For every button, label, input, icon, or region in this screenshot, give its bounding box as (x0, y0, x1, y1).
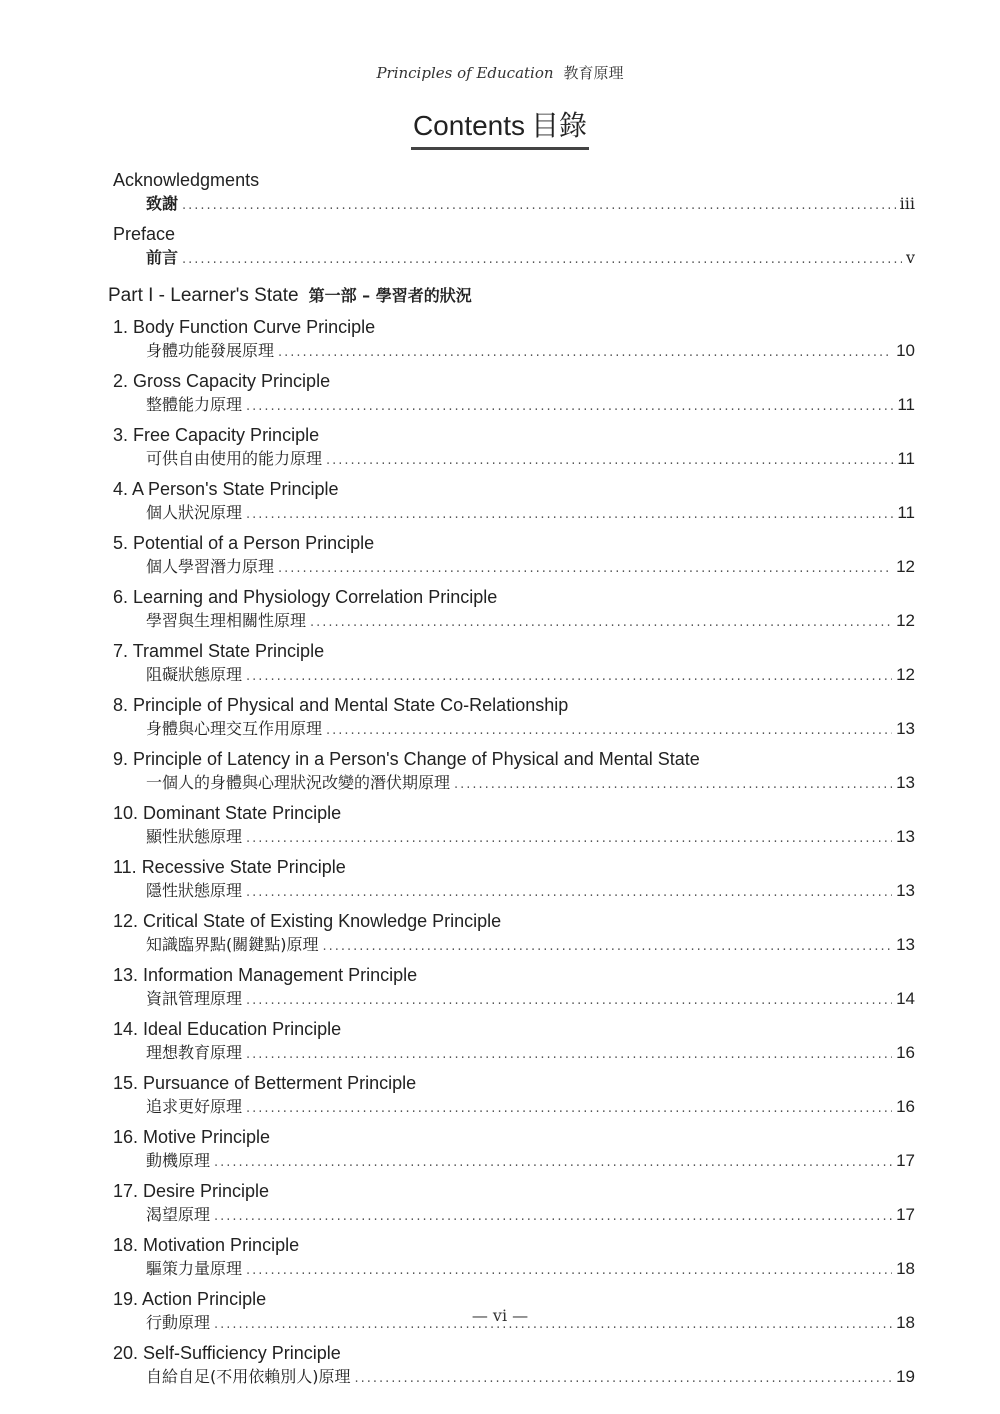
toc-entry-title-zh: 致謝 (146, 194, 179, 213)
part-title-zh: 第一部 – 學習者的狀況 (308, 286, 472, 305)
toc-page-number: 18 (896, 1313, 915, 1332)
part1-entry-list (113, 315, 915, 1390)
toc-page-number: 12 (896, 665, 915, 684)
toc-page-number: 13 (896, 935, 915, 954)
dot-leader (246, 881, 892, 904)
toc-entry-title-zh: 顯性狀態原理 (146, 827, 243, 846)
toc-entry-title-en: 13. Information Management Principle (113, 965, 418, 985)
toc-page-number: 12 (896, 611, 915, 630)
toc-entry-line (113, 501, 915, 526)
toc-entry[interactable] (113, 1341, 915, 1390)
dot-leader (214, 1205, 892, 1228)
toc-entry-title-zh: 隱性狀態原理 (146, 881, 243, 900)
toc-entry[interactable] (113, 1125, 915, 1174)
toc-page-number: iii (899, 194, 915, 213)
toc-entry-line (113, 987, 915, 1012)
toc-page-number: 16 (896, 1043, 915, 1062)
toc-page-number: 13 (896, 773, 915, 792)
toc-entry-title-zh: 驅策力量原理 (146, 1259, 243, 1278)
dot-leader (246, 827, 892, 850)
toc-entry-title-en: 17. Desire Principle (113, 1181, 270, 1201)
toc-entry-line (113, 1365, 915, 1390)
toc-entry-title-zh: 前言 (146, 248, 179, 267)
toc-entry-acknowledgments[interactable] (113, 168, 915, 217)
page-number: — vi — (471, 1306, 529, 1325)
contents-title-zh: 目錄 (531, 109, 588, 142)
toc-page-number: v (905, 248, 915, 267)
toc-page-number: 11 (897, 449, 915, 468)
toc-entry-title-zh: 自給自足(不用依賴別人)原理 (146, 1367, 351, 1386)
part-title-en: Part I - Learner's State (108, 285, 299, 306)
dot-leader (246, 503, 893, 526)
part-heading (108, 283, 915, 309)
contents-title (411, 104, 589, 150)
dot-leader (246, 665, 892, 688)
toc-entry-line (113, 1095, 915, 1120)
toc-entry-line (113, 1257, 915, 1282)
toc-entry-line (113, 393, 915, 418)
toc-entry-title-en: Acknowledgments (113, 170, 260, 190)
toc-entry-title-zh: 理想教育原理 (146, 1043, 243, 1062)
toc-entry-title-zh: 學習與生理相關性原理 (146, 611, 307, 630)
toc-entry[interactable] (113, 585, 915, 634)
table-of-contents (108, 168, 915, 1395)
toc-entry[interactable] (113, 1179, 915, 1228)
toc-entry-title-zh: 知識臨界點(關鍵點)原理 (146, 935, 319, 954)
dot-leader (355, 1367, 893, 1390)
toc-entry-title-zh: 可供自由使用的能力原理 (146, 449, 323, 468)
toc-entry-title-en: 16. Motive Principle (113, 1127, 271, 1147)
toc-entry-title-en: 18. Motivation Principle (113, 1235, 300, 1255)
toc-entry-line (113, 825, 915, 850)
toc-entry-preface[interactable] (113, 222, 915, 271)
toc-entry-title-en: 5. Potential of a Person Principle (113, 533, 375, 553)
dot-leader (246, 1043, 892, 1066)
dot-leader (278, 341, 892, 364)
toc-entry-line (113, 609, 915, 634)
toc-entry-title-zh: 身體功能發展原理 (146, 341, 275, 360)
toc-entry-title-zh: 追求更好原理 (146, 1097, 243, 1116)
toc-entry-line (113, 663, 915, 688)
running-header-title-zh: 教育原理 (563, 64, 624, 82)
toc-entry-line (113, 771, 915, 796)
toc-entry[interactable] (113, 369, 915, 418)
toc-entry-title-zh: 個人狀況原理 (146, 503, 243, 522)
toc-page-number: 17 (896, 1151, 915, 1170)
toc-entry-title-zh: 整體能力原理 (146, 395, 243, 414)
toc-entry-title-zh: 渴望原理 (146, 1205, 211, 1224)
running-header-title-en: Principles of Education (376, 64, 554, 82)
dot-leader (326, 719, 892, 742)
toc-entry-title-en: 7. Trammel State Principle (113, 641, 325, 661)
toc-page-number: 13 (896, 881, 915, 900)
toc-entry-line (113, 339, 915, 364)
dot-leader (454, 773, 892, 796)
toc-entry[interactable] (113, 801, 915, 850)
toc-entry-title-zh: 個人學習潛力原理 (146, 557, 275, 576)
toc-page-number: 10 (896, 341, 915, 360)
toc-entry[interactable] (113, 1071, 915, 1120)
toc-entry[interactable] (113, 693, 915, 742)
toc-entry-title-en: 4. A Person's State Principle (113, 479, 339, 499)
toc-entry-title-zh: 身體與心理交互作用原理 (146, 719, 323, 738)
contents-title-en: Contents (412, 110, 526, 141)
toc-entry[interactable] (113, 531, 915, 580)
dot-leader (246, 1259, 892, 1282)
toc-entry-title-zh: 行動原理 (146, 1313, 211, 1332)
toc-entry-title-en: 8. Principle of Physical and Mental State Co-Relationship (113, 695, 569, 715)
dot-leader (246, 395, 893, 418)
toc-page-number: 17 (896, 1205, 915, 1224)
toc-entry-title-en: 19. Action Principle (113, 1289, 267, 1309)
toc-entry-title-en: Preface (113, 224, 176, 244)
toc-entry-title-en: 15. Pursuance of Betterment Principle (113, 1073, 417, 1093)
toc-entry[interactable] (113, 639, 915, 688)
toc-page-number: 18 (896, 1259, 915, 1278)
toc-entry-line (113, 879, 915, 904)
dot-leader (182, 248, 902, 271)
toc-entry-line (113, 192, 915, 217)
toc-entry[interactable] (113, 747, 915, 796)
toc-entry-line (113, 555, 915, 580)
contents-title-wrap (0, 104, 1000, 150)
toc-entry[interactable] (113, 477, 915, 526)
toc-entry-title-en: 3. Free Capacity Principle (113, 425, 320, 445)
dot-leader (278, 557, 892, 580)
toc-entry-line (113, 447, 915, 472)
toc-page-number: 13 (896, 827, 915, 846)
dot-leader (246, 1097, 892, 1120)
toc-page-number: 14 (896, 989, 915, 1008)
toc-entry-title-en: 1. Body Function Curve Principle (113, 317, 376, 337)
toc-entry-line (113, 1203, 915, 1228)
toc-page-number: 12 (896, 557, 915, 576)
dot-leader (310, 611, 892, 634)
toc-entry-line (113, 933, 915, 958)
toc-entry-title-zh: 動機原理 (146, 1151, 211, 1170)
toc-page-number: 13 (896, 719, 915, 738)
toc-page-number: 16 (896, 1097, 915, 1116)
toc-page-number: 11 (897, 395, 915, 414)
toc-entry[interactable] (113, 1233, 915, 1282)
dot-leader (326, 449, 893, 472)
toc-entry-title-en: 20. Self-Sufficiency Principle (113, 1343, 341, 1363)
toc-entry-title-en: 9. Principle of Latency in a Person's Change of Physical and Mental State (113, 749, 700, 769)
toc-entry-title-en: 14. Ideal Education Principle (113, 1019, 342, 1039)
dot-leader (214, 1151, 892, 1174)
toc-entry[interactable] (113, 1017, 915, 1066)
toc-entry-title-zh: 一個人的身體與心理狀況改變的潛伏期原理 (146, 773, 451, 792)
toc-entry[interactable] (113, 855, 915, 904)
toc-entry-line (113, 1041, 915, 1066)
toc-page-number: 19 (896, 1367, 915, 1386)
toc-entry-title-en: 10. Dominant State Principle (113, 803, 342, 823)
toc-entry-title-en: 6. Learning and Physiology Correlation Principle (113, 587, 498, 607)
toc-entry[interactable] (113, 423, 915, 472)
toc-entry[interactable] (113, 315, 915, 364)
toc-entry-title-en: 12. Critical State of Existing Knowledge Principle (113, 911, 502, 931)
dot-leader (246, 989, 892, 1012)
toc-entry-title-zh: 資訊管理原理 (146, 989, 243, 1008)
toc-entry[interactable] (113, 909, 915, 958)
toc-entry[interactable] (113, 963, 915, 1012)
toc-page-number: 11 (897, 503, 915, 522)
toc-entry-line (113, 1149, 915, 1174)
running-header (0, 62, 1000, 83)
toc-entry-line (113, 717, 915, 742)
toc-entry-title-en: 11. Recessive State Principle (113, 857, 346, 877)
dot-leader (182, 194, 896, 217)
dot-leader (323, 935, 893, 958)
toc-entry-line (113, 246, 915, 271)
toc-entry-title-zh: 阻礙狀態原理 (146, 665, 243, 684)
toc-entry-title-en: 2. Gross Capacity Principle (113, 371, 331, 391)
